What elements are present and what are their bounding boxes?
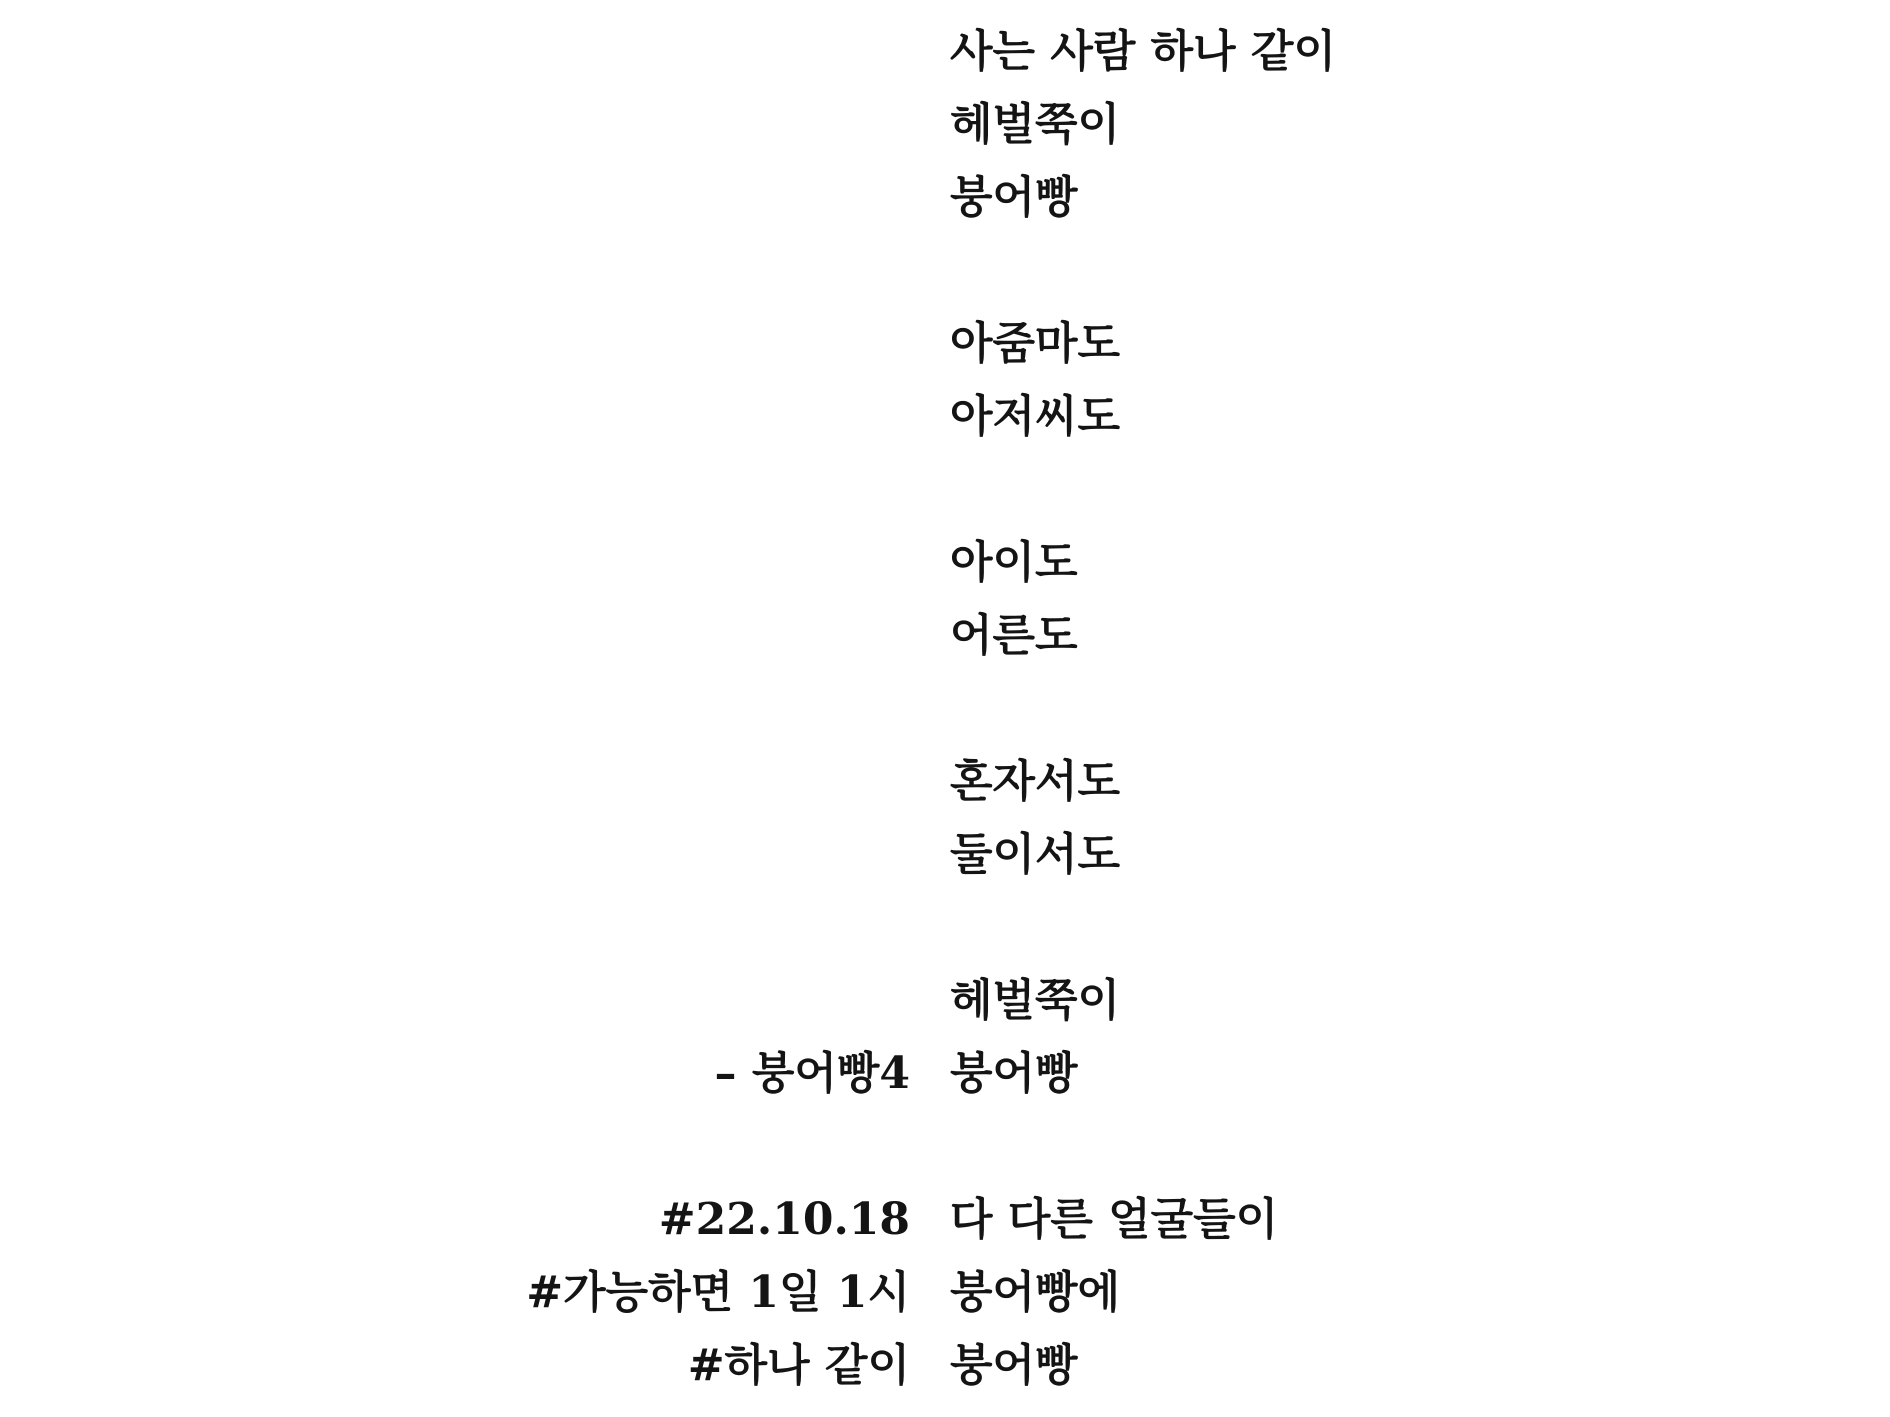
poem-title: – 붕어빵4 — [714, 1048, 910, 1099]
poem-line: 사는 사람 하나 같이 — [950, 26, 1336, 77]
poem-line: 붕어빵 — [950, 172, 1078, 223]
poem-line: 아이도 — [950, 537, 1078, 588]
poem-line: 붕어빵에 — [950, 1267, 1121, 1318]
hashtag: #가능하면 1일 1시 — [526, 1267, 910, 1318]
poem-line: 헤벌쭉이 — [950, 975, 1121, 1026]
poem-line: 헤벌쭉이 — [950, 99, 1121, 150]
poem-line: 아줌마도 — [950, 318, 1121, 369]
poem-line: 어른도 — [950, 610, 1078, 661]
poem-line: 둘이서도 — [950, 829, 1121, 880]
hashtag: #하나 같이 — [687, 1340, 910, 1391]
poem-line: 붕어빵 — [950, 1048, 1078, 1099]
poem-line: 붕어빵 — [950, 1340, 1078, 1391]
poem-line: 아저씨도 — [950, 391, 1121, 442]
poem-line: 다 다른 얼굴들이 — [950, 1194, 1279, 1245]
hashtag: #22.10.18 — [658, 1194, 910, 1245]
poem-line: 혼자서도 — [950, 756, 1121, 807]
